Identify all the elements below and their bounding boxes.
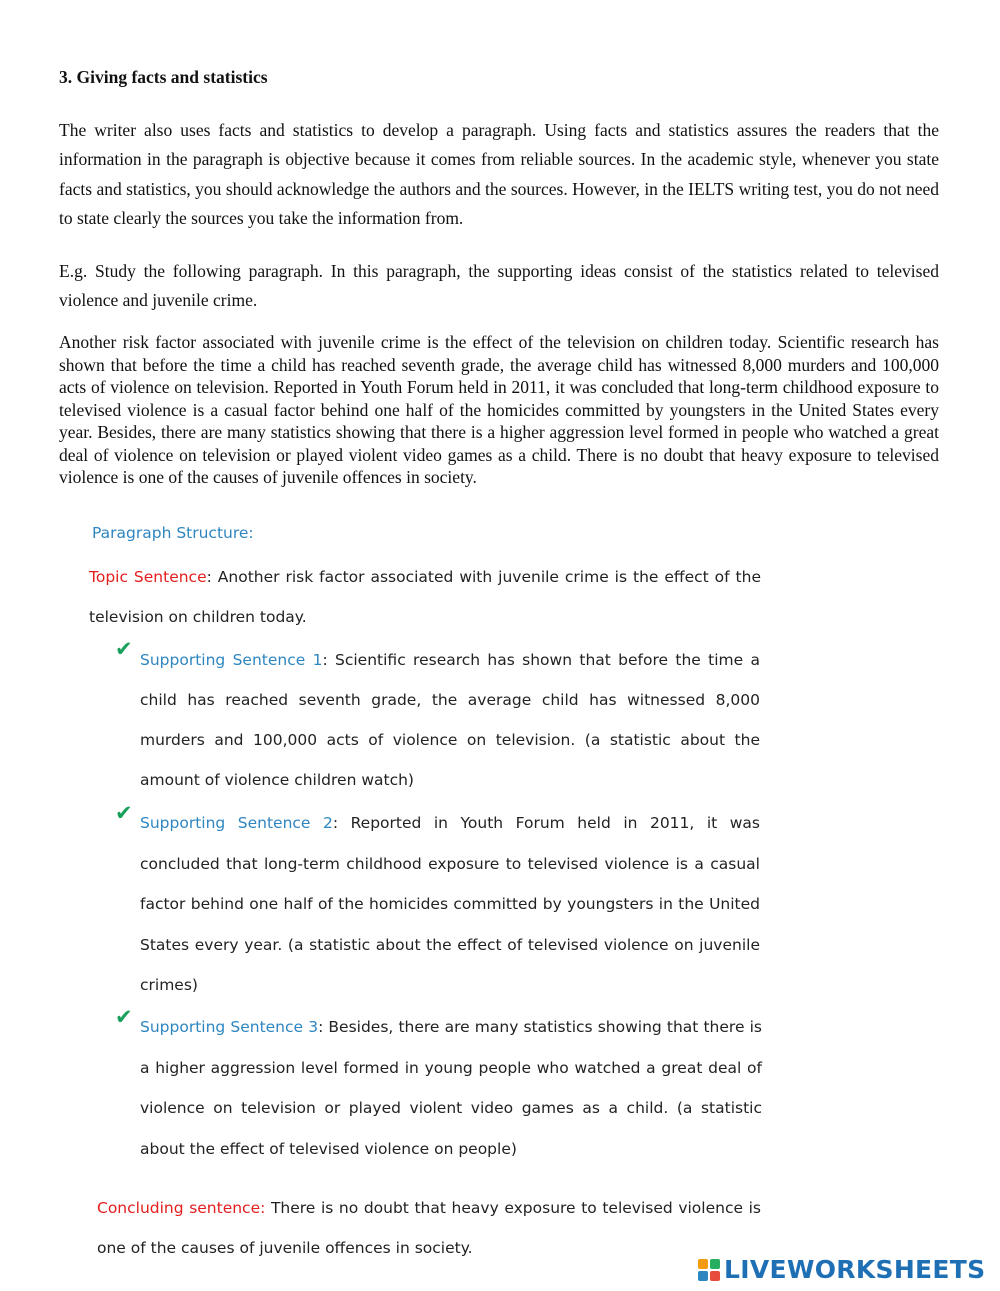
checkmark-icon: ✔ [115,637,133,661]
supporting-sentence-2 [140,803,760,1006]
supporting-sentence-label: Supporting Sentence 1 [140,651,323,669]
paragraph-structure-title: Paragraph Structure: [92,524,254,542]
concluding-sentence-text: There is no doubt that heavy exposure to televised violence is one of the causes of juvenile offences in society. [97,1199,761,1257]
supporting-sentence-1 [140,640,760,800]
supporting-sentence-label: Supporting Sentence 3 [140,1018,319,1036]
liveworksheets-logo [698,1255,985,1284]
supporting-sentence-text: : Besides, there are many statistics showing that there is a higher aggression level formed in young people who watched a great deal of violence on television or played violent video games as a child. (a statistic about the effect of televised violence on people) [140,1018,762,1158]
topic-sentence-text: : Another risk factor associated with juvenile crime is the effect of the television on children today. [89,568,761,626]
example-intro-paragraph: E.g. Study the following paragraph. In this paragraph, the supporting ideas consist of the statistics related to televised violence and juvenile crime. [59,261,939,311]
supporting-sentence-3 [140,1007,762,1169]
concluding-sentence [97,1188,761,1268]
section-heading: 3. Giving facts and statistics [59,67,268,87]
topic-sentence [89,557,761,637]
example-paragraph: Another risk factor associated with juvenile crime is the effect of the television on children today. Scientific research has shown that before the time a child has reached seventh grade, the average child has witnessed 8,000 murders and 100,000 acts of violence on television. Reported in Youth Forum held in 2011, it was concluded that long-term childhood exposure to televised violence is a casual factor behind one half of the homicides committed by youngsters in the United States every year. Besides, there are many statistics showing that there is a higher aggression level formed in people who watched a great deal of violence on television or played violent video games as a child. There is no doubt that heavy exposure to televised violence is one of the causes of juvenile offences in society. [59,332,939,487]
supporting-sentence-label: Supporting Sentence 2 [140,814,333,832]
concluding-sentence-label: Concluding sentence: [97,1199,266,1217]
topic-sentence-label: Topic Sentence [89,568,207,586]
supporting-sentence-text: : Scientific research has shown that before the time a child has reached seventh grade, the average child has witnessed 8,000 murders and 100,000 acts of violence on television. (a statistic about the amount of violence children watch) [140,651,760,789]
checkmark-icon: ✔ [115,801,133,825]
intro-paragraph: The writer also uses facts and statistics to develop a paragraph. Using facts and statistics assures the readers that the information in the paragraph is objective because it comes from reliable sources. In the academic style, whenever you state facts and statistics, you should acknowledge the authors and the sources. However, in the IELTS writing test, you do not need to state clearly the sources you take the information from. [59,120,939,228]
logo-icon [698,1259,720,1281]
supporting-sentence-text: : Reported in Youth Forum held in 2011, it was concluded that long-term childhood exposure to televised violence is a casual factor behind one half of the homicides committed by youngsters in the United States every year. (a statistic about the effect of televised violence on juvenile crimes) [140,814,761,994]
checkmark-icon: ✔ [115,1005,133,1029]
logo-text: LIVEWORKSHEETS [724,1255,986,1284]
